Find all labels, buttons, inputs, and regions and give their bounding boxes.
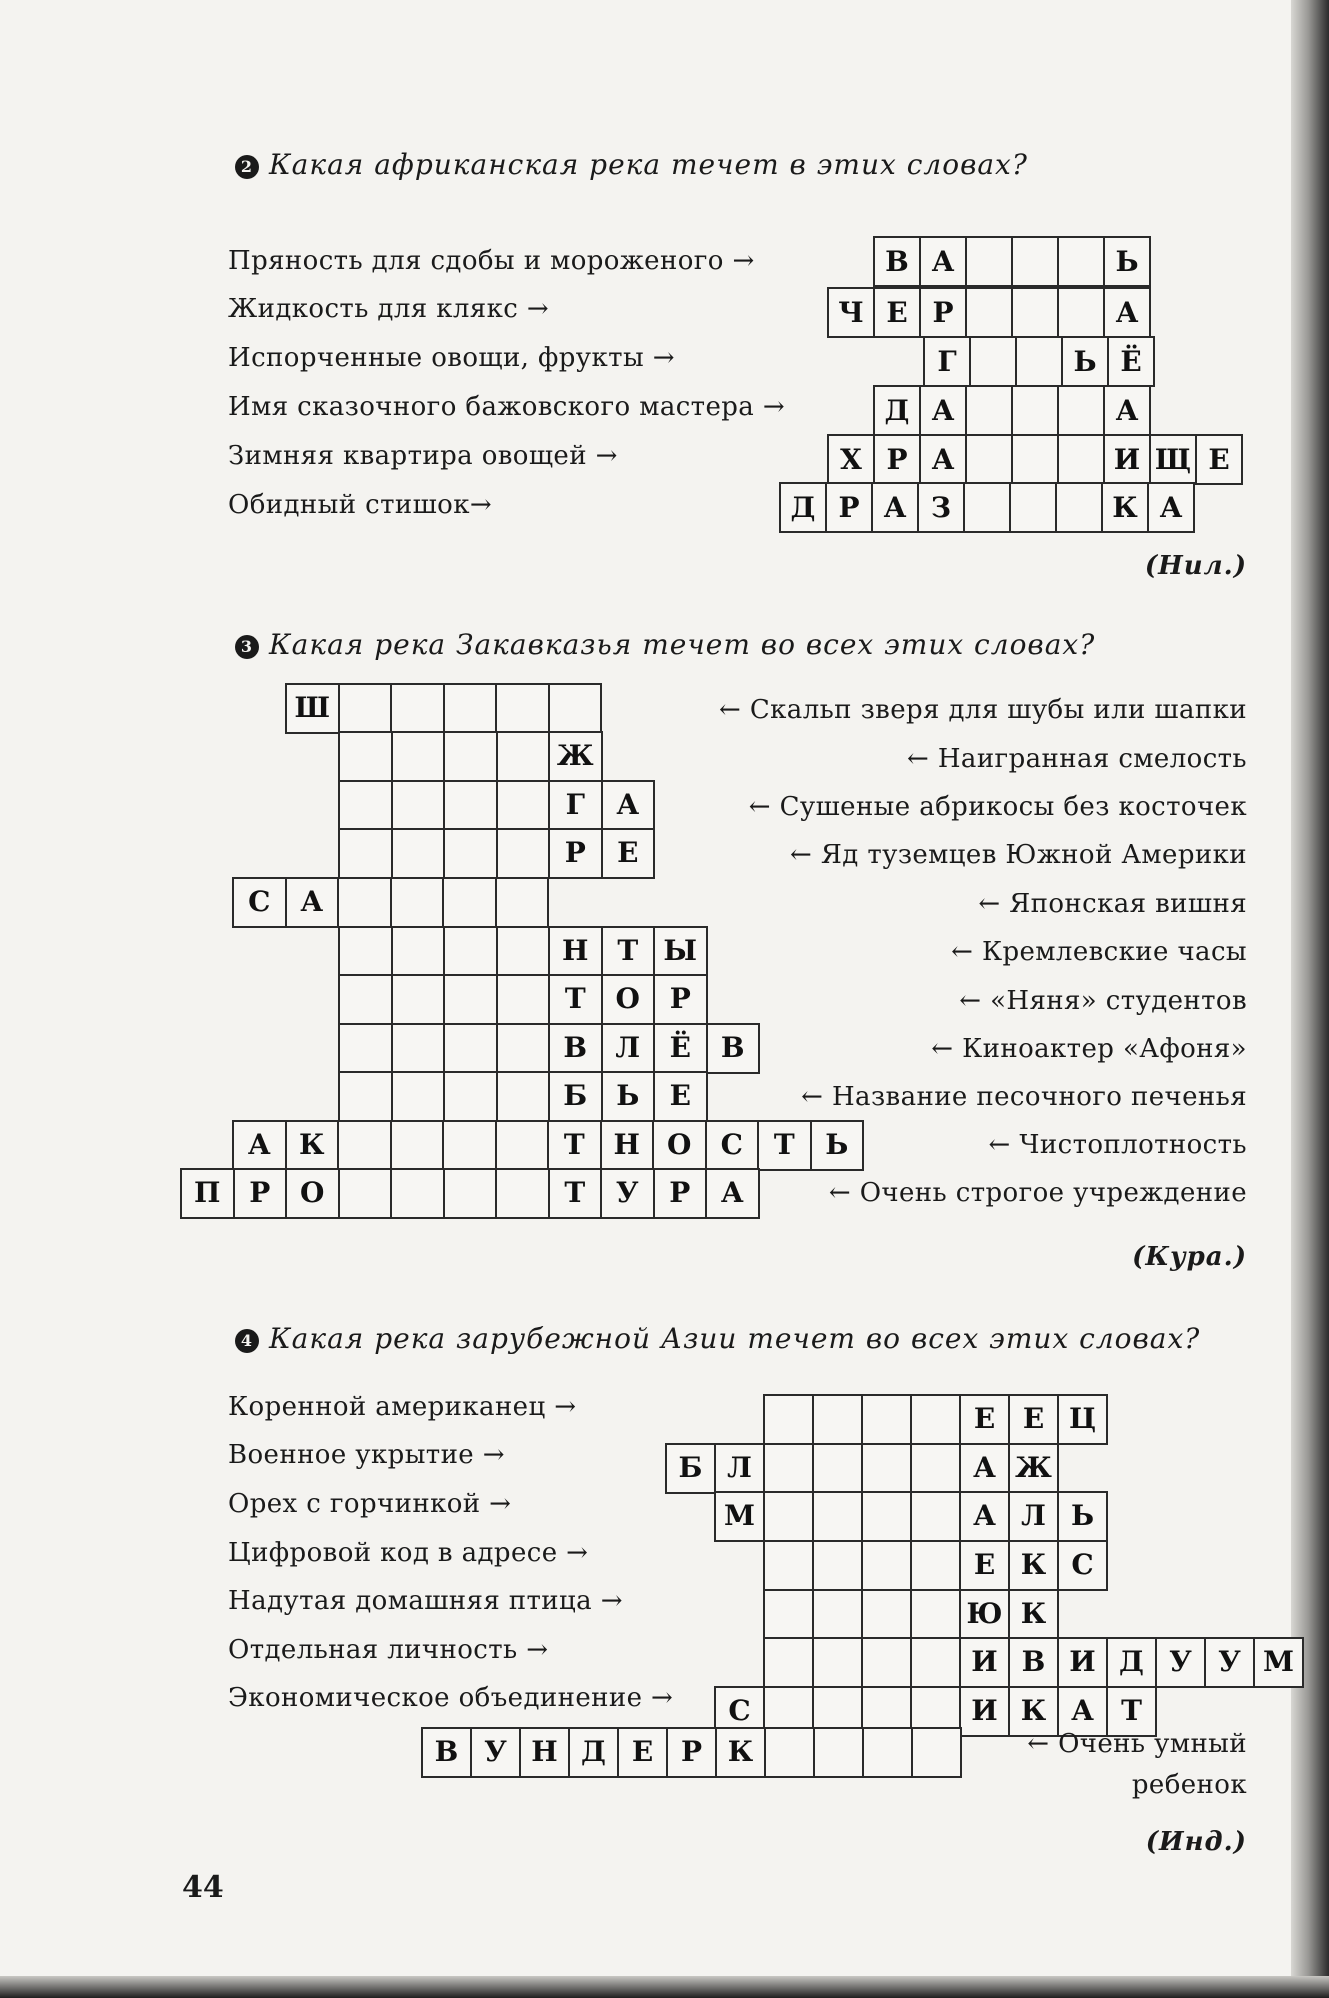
crossword-cell [391, 926, 446, 977]
crossword-cell [1055, 482, 1103, 533]
crossword-cell: Т [1106, 1686, 1157, 1737]
crossword-cell: Р [919, 287, 967, 338]
crossword-cell: Р [666, 1727, 717, 1778]
crossword-cell [1057, 236, 1105, 287]
crossword-cell [337, 877, 392, 928]
crossword-cell [338, 683, 393, 734]
crossword-cell [763, 1394, 814, 1445]
question-3-answer: (Кура.) [1132, 1242, 1247, 1272]
crossword-cell: Ь [1057, 1491, 1108, 1542]
crossword-cell [390, 683, 445, 734]
crossword-cell [764, 1727, 815, 1778]
clue-text: Военное укрытие → [228, 1440, 505, 1470]
crossword-cell: Д [568, 1727, 619, 1778]
crossword-cell: Т [548, 1168, 603, 1219]
crossword-cell [910, 1491, 961, 1542]
crossword-cell [1057, 287, 1105, 338]
crossword-cell [496, 926, 551, 977]
crossword-cell [496, 1023, 551, 1074]
crossword-cell: Р [653, 1168, 708, 1219]
crossword-cell [861, 1637, 912, 1688]
crossword-cell: Ь [810, 1120, 865, 1171]
crossword-cell: Е [873, 287, 921, 338]
crossword-cell [813, 1727, 864, 1778]
clue-text: ← Яд туземцев Южной Америки [790, 840, 1247, 870]
crossword-cell [1057, 434, 1105, 485]
crossword-cell: А [1057, 1686, 1108, 1737]
crossword-cell [442, 1120, 497, 1171]
crossword-cell: Л [601, 1023, 656, 1074]
crossword-cell [390, 877, 445, 928]
crossword-cell: Ё [653, 1023, 708, 1074]
crossword-cell [763, 1637, 814, 1688]
crossword-cell [965, 434, 1013, 485]
crossword-cell [338, 1071, 393, 1122]
crossword-cell: Ы [653, 926, 708, 977]
crossword-cell: А [232, 1120, 287, 1171]
crossword-cell: С [1057, 1540, 1108, 1591]
crossword-cell [862, 1727, 913, 1778]
crossword-cell [443, 1168, 498, 1219]
crossword-cell: У [470, 1727, 521, 1778]
question-3-heading [235, 628, 1095, 661]
crossword-cell: Ь [1103, 236, 1151, 287]
crossword-cell: Р [873, 434, 921, 485]
crossword-cell [969, 336, 1017, 387]
crossword-cell [812, 1443, 863, 1494]
crossword-cell [443, 974, 498, 1025]
crossword-cell: Ш [285, 683, 340, 734]
crossword-cell [911, 1727, 962, 1778]
crossword-cell: К [1008, 1589, 1059, 1640]
crossword-cell: К [285, 1120, 340, 1171]
crossword-cell: Е [617, 1727, 668, 1778]
crossword-cell: Ж [1008, 1443, 1059, 1494]
crossword-cell [861, 1589, 912, 1640]
page-bottom-edge [0, 1976, 1329, 1998]
crossword-cell: А [285, 877, 340, 928]
crossword-cell [443, 731, 498, 782]
crossword-cell: Р [233, 1168, 288, 1219]
crossword-cell [963, 482, 1011, 533]
crossword-cell: А [919, 434, 967, 485]
crossword-cell [495, 877, 550, 928]
crossword-cell [338, 974, 393, 1025]
crossword-cell [495, 1120, 550, 1171]
crossword-cell: К [1008, 1686, 1059, 1737]
clue-text: ← Скальп зверя для шубы или шапки [719, 695, 1247, 725]
crossword-cell: А [919, 236, 967, 287]
crossword-cell [812, 1589, 863, 1640]
clue-text: Цифровой код в адресе → [228, 1538, 589, 1568]
crossword-cell [910, 1394, 961, 1445]
crossword-cell [1011, 434, 1059, 485]
question-number-badge: 2 [235, 155, 259, 179]
crossword-cell [496, 974, 551, 1025]
crossword-cell: В [873, 236, 921, 287]
crossword-cell [496, 1071, 551, 1122]
crossword-cell: Е [601, 828, 656, 879]
crossword-cell [965, 287, 1013, 338]
crossword-cell [861, 1443, 912, 1494]
crossword-cell: А [1103, 385, 1151, 436]
clue-text: Обидный стишок→ [228, 490, 493, 520]
crossword-cell [965, 385, 1013, 436]
crossword-cell: С [714, 1686, 765, 1737]
crossword-cell: С [232, 877, 287, 928]
crossword-cell: Т [548, 974, 603, 1025]
crossword-cell [1009, 482, 1057, 533]
clue-text: Надутая домашняя птица → [228, 1586, 623, 1616]
question-number-badge: 3 [235, 635, 259, 659]
question-2-answer: (Нил.) [1144, 551, 1247, 581]
crossword-cell: Ю [959, 1589, 1010, 1640]
crossword-cell: И [1103, 434, 1151, 485]
crossword-cell [1011, 236, 1059, 287]
crossword-cell: Ь [601, 1071, 656, 1122]
clue-text: Имя сказочного бажовского мастера → [228, 392, 786, 422]
crossword-cell [965, 236, 1013, 287]
clue-text: ← Чистоплотность [988, 1130, 1247, 1160]
crossword-cell: Д [1106, 1637, 1157, 1688]
crossword-cell [391, 828, 446, 879]
crossword-cell: Б [665, 1443, 716, 1494]
crossword-cell [1011, 385, 1059, 436]
crossword-cell: К [715, 1727, 766, 1778]
clue-text: Испорченные овощи, фрукты → [228, 343, 675, 373]
crossword-cell [910, 1540, 961, 1591]
page-number: 44 [182, 1870, 224, 1905]
crossword-cell: К [1008, 1540, 1059, 1591]
crossword-cell: Ч [827, 287, 875, 338]
crossword-cell [391, 780, 446, 831]
crossword-cell [495, 683, 550, 734]
crossword-cell: В [421, 1727, 472, 1778]
crossword-cell: Е [1195, 434, 1243, 485]
crossword-cell [763, 1443, 814, 1494]
crossword-cell [442, 877, 497, 928]
crossword-cell [391, 1071, 446, 1122]
crossword-cell [812, 1394, 863, 1445]
crossword-cell: Е [653, 1071, 708, 1122]
clue-text: ← Киноактер «Афоня» [931, 1034, 1247, 1064]
crossword-cell [338, 731, 393, 782]
clue-text: ← Очень строгое учреждение [828, 1178, 1247, 1208]
crossword-cell: А [919, 385, 967, 436]
crossword-cell: З [917, 482, 965, 533]
crossword-cell: В [548, 1023, 603, 1074]
crossword-cell [443, 1071, 498, 1122]
crossword-cell [763, 1589, 814, 1640]
crossword-cell [391, 974, 446, 1025]
crossword-cell [910, 1443, 961, 1494]
crossword-cell [910, 1589, 961, 1640]
crossword-cell: М [1253, 1637, 1304, 1688]
crossword-cell [443, 683, 498, 734]
crossword-cell: Д [779, 482, 827, 533]
crossword-cell [548, 683, 603, 734]
crossword-cell: О [285, 1168, 340, 1219]
crossword-cell: И [1057, 1637, 1108, 1688]
crossword-cell: Т [601, 926, 656, 977]
crossword-cell: Г [548, 780, 603, 831]
clue-text: ← Японская вишня [978, 889, 1247, 919]
q4-last-clue-line1: ← Очень умный [1027, 1729, 1247, 1759]
crossword-cell: А [705, 1168, 760, 1219]
crossword-cell [496, 731, 551, 782]
clue-text: Зимняя квартира овощей → [228, 441, 618, 471]
crossword-cell [338, 1023, 393, 1074]
clue-text: ← Название песочного печенья [801, 1082, 1247, 1112]
crossword-cell: Р [548, 828, 603, 879]
crossword-cell [391, 731, 446, 782]
crossword-cell: П [180, 1168, 235, 1219]
crossword-cell: У [1204, 1637, 1255, 1688]
crossword-cell [337, 1120, 392, 1171]
crossword-cell [338, 780, 393, 831]
crossword-cell: Е [1008, 1394, 1059, 1445]
book-spine-shadow [1291, 0, 1329, 1998]
crossword-cell [443, 1023, 498, 1074]
crossword-cell: Т [757, 1120, 812, 1171]
crossword-cell: Т [547, 1120, 602, 1171]
question-2-text: Какая африканская река течет в этих словах? [269, 148, 1028, 181]
crossword-cell [495, 1168, 550, 1219]
crossword-cell: Ж [548, 731, 603, 782]
clue-text: Жидкость для клякс → [228, 294, 550, 324]
crossword-cell: Ц [1057, 1394, 1108, 1445]
question-4-heading [235, 1322, 1200, 1355]
crossword-cell: Н [519, 1727, 570, 1778]
crossword-cell [338, 1168, 393, 1219]
crossword-cell: У [1155, 1637, 1206, 1688]
crossword-cell: Е [959, 1540, 1010, 1591]
crossword-cell: О [601, 974, 656, 1025]
crossword-cell [763, 1491, 814, 1542]
crossword-cell: О [652, 1120, 707, 1171]
crossword-cell: Д [873, 385, 921, 436]
crossword-cell: Е [959, 1394, 1010, 1445]
crossword-cell [1057, 385, 1105, 436]
crossword-cell: Щ [1149, 434, 1197, 485]
crossword-cell [812, 1637, 863, 1688]
crossword-cell [861, 1540, 912, 1591]
crossword-cell [390, 1168, 445, 1219]
crossword-cell: Н [548, 926, 603, 977]
crossword-cell [861, 1491, 912, 1542]
crossword-cell: М [714, 1491, 765, 1542]
crossword-cell: К [1101, 482, 1149, 533]
clue-text: ← Наигранная смелость [907, 744, 1247, 774]
crossword-cell [1011, 287, 1059, 338]
crossword-cell [861, 1394, 912, 1445]
question-2-heading [235, 148, 1028, 181]
crossword-cell: Х [827, 434, 875, 485]
crossword-cell: В [706, 1023, 761, 1074]
crossword-cell [338, 926, 393, 977]
crossword-cell [910, 1637, 961, 1688]
question-number-badge: 4 [235, 1329, 259, 1353]
crossword-cell: И [959, 1637, 1010, 1688]
clue-text: ← Кремлевские часы [951, 937, 1247, 967]
crossword-cell [812, 1540, 863, 1591]
crossword-cell: Р [825, 482, 873, 533]
crossword-cell: Л [1008, 1491, 1059, 1542]
q4-last-clue-line2: ребенок [1131, 1770, 1247, 1800]
clue-text: Отдельная личность → [228, 1635, 549, 1665]
crossword-cell: А [1147, 482, 1195, 533]
clue-text: Коренной американец → [228, 1392, 577, 1422]
crossword-cell [496, 828, 551, 879]
crossword-cell [496, 780, 551, 831]
crossword-cell [812, 1491, 863, 1542]
crossword-cell [391, 1023, 446, 1074]
crossword-cell: Р [653, 974, 708, 1025]
clue-text: ← Сушеные абрикосы без косточек [748, 792, 1247, 822]
crossword-cell: С [705, 1120, 760, 1171]
clue-text: Пряность для сдобы и мороженого → [228, 246, 755, 276]
crossword-cell: И [959, 1686, 1010, 1737]
crossword-cell: Ё [1107, 336, 1155, 387]
crossword-cell [443, 828, 498, 879]
crossword-cell: А [1103, 287, 1151, 338]
crossword-cell: А [959, 1443, 1010, 1494]
crossword-cell: Л [714, 1443, 765, 1494]
clue-text: Орех с горчинкой → [228, 1489, 512, 1519]
crossword-cell [763, 1540, 814, 1591]
question-4-text: Какая река зарубежной Азии течет во всех этих словах? [269, 1322, 1201, 1355]
crossword-cell: В [1008, 1637, 1059, 1688]
crossword-cell: Б [548, 1071, 603, 1122]
clue-text: Экономическое объединение → [228, 1683, 674, 1713]
crossword-cell: Н [600, 1120, 655, 1171]
crossword-cell [443, 926, 498, 977]
crossword-cell: Г [923, 336, 971, 387]
crossword-cell [443, 780, 498, 831]
crossword-cell: А [601, 780, 656, 831]
crossword-cell: Ь [1061, 336, 1109, 387]
crossword-cell: А [959, 1491, 1010, 1542]
crossword-cell [1015, 336, 1063, 387]
question-3-text: Какая река Закавказья течет во всех этих словах? [269, 628, 1096, 661]
crossword-cell [338, 828, 393, 879]
crossword-cell: А [871, 482, 919, 533]
crossword-cell [390, 1120, 445, 1171]
clue-text: ← «Няня» студентов [959, 986, 1247, 1016]
crossword-cell: У [600, 1168, 655, 1219]
question-4-answer: (Инд.) [1145, 1827, 1247, 1857]
